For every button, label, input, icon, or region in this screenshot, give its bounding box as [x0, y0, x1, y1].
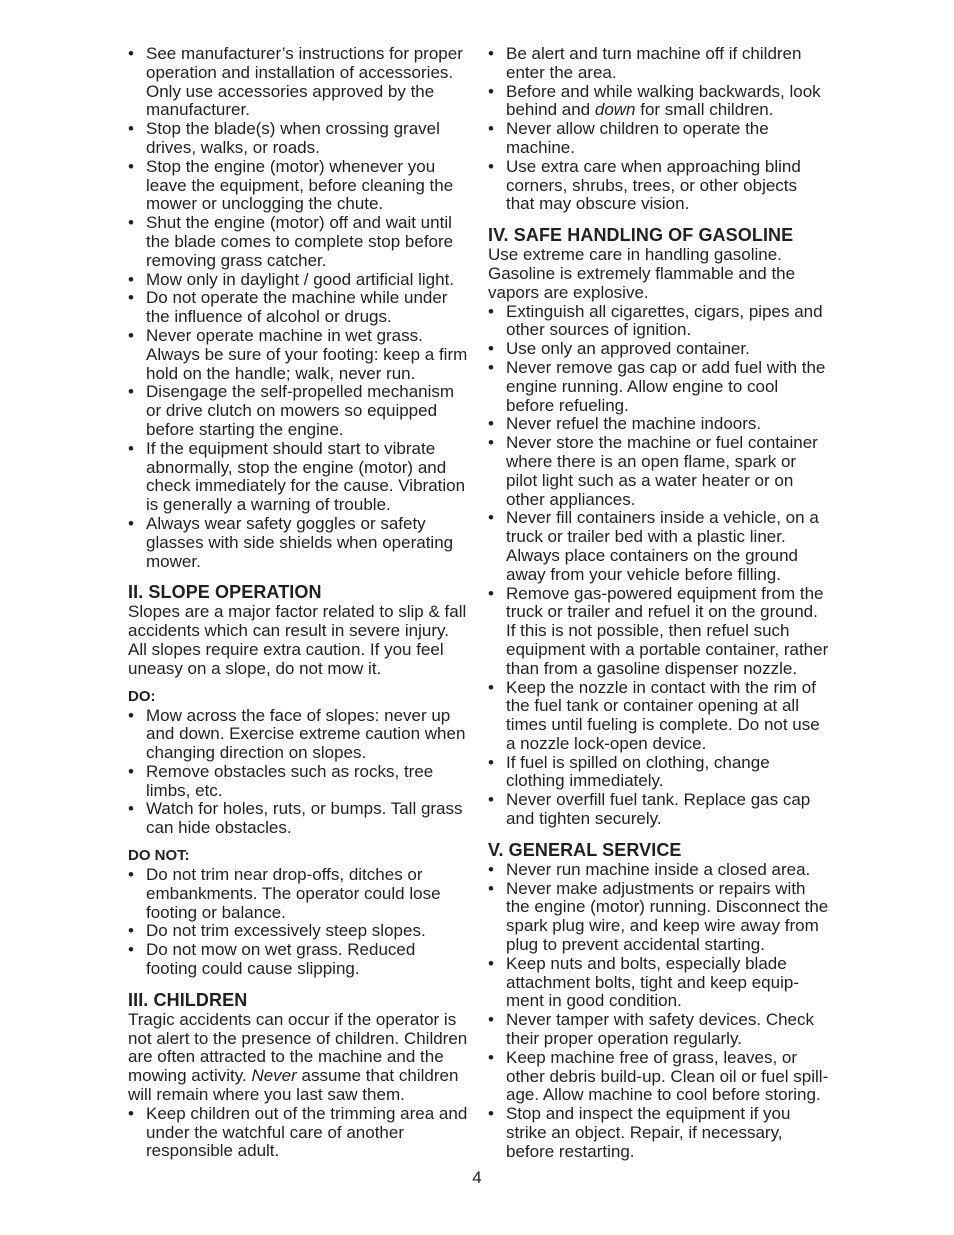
list-item: • If fuel is spilled on clothing, change clothing immediately. — [488, 754, 830, 792]
backwards-part2: for small children. — [635, 100, 774, 120]
list-item: • See manufacturer’s instructions for proper operation and installation of accessories. Only use accessories approved by the manufacturer. — [128, 45, 468, 120]
list-item: • Be alert and turn machine off if children enter the area. — [488, 45, 830, 83]
backwards-part1: Before and while walking backwards, look behind and — [506, 81, 821, 120]
list-item: • Do not trim excessively steep slopes. — [128, 922, 468, 941]
list-item: • Mow only in daylight / good artificial light. — [128, 271, 468, 290]
intro-bullet-list — [128, 45, 468, 571]
right-column — [488, 45, 830, 1162]
list-item: • If the equipment should start to vibrate abnormally, stop the engine (motor) and check immediately for the cause. Vibration is generally a warning of trouble. — [128, 440, 468, 515]
children-list — [128, 1105, 468, 1161]
children-paragraph-italic: Never — [251, 1066, 297, 1086]
list-item: • Keep the nozzle in contact with the rim of the fuel tank or container opening at all times until fueling is complete. Do not use a nozzle lock-open device. — [488, 679, 830, 754]
page-number: 4 — [472, 1168, 482, 1187]
list-item: • Stop the blade(s) when crossing gravel drives, walks, or roads. — [128, 120, 468, 158]
list-item: • Never allow children to operate the machine. — [488, 120, 830, 158]
list-item: • Never tamper with safety devices. Check their proper operation regularly. — [488, 1011, 830, 1049]
list-item: • Keep children out of the trimming area and under the watchful care of another responsible adult. — [128, 1105, 468, 1161]
list-item: • Shut the engine (motor) off and wait until the blade comes to complete stop before removing grass catcher. — [128, 214, 468, 270]
gasoline-list — [488, 303, 830, 829]
left-column — [128, 45, 468, 1161]
slope-paragraph: Slopes are a major factor related to slip & fall accidents which can result in severe injury. All slopes require extra caution. If you feel uneasy on a slope, do not mow it. — [128, 602, 467, 678]
do-not-heading: DO NOT: — [128, 847, 190, 865]
list-item: • Do not operate the machine while under the influence of alcohol or drugs. — [128, 289, 468, 327]
do-heading: DO: — [128, 687, 156, 705]
list-item: • Extinguish all cigarettes, cigars, pipes and other sources of ignition. — [488, 303, 830, 341]
list-item: • Do not mow on wet grass. Reduced footing could cause slipping. — [128, 941, 468, 979]
children-heading: III. CHILDREN — [128, 989, 248, 1010]
list-item: • Mow across the face of slopes: never up and down. Exercise extreme caution when changing direction on slopes. — [128, 707, 468, 763]
list-item: • Never operate machine in wet grass. Always be sure of your footing: keep a firm hold on the handle; walk, never run. — [128, 327, 468, 383]
list-item — [488, 83, 830, 121]
children-paragraph — [128, 1011, 468, 1105]
list-item: • Watch for holes, ruts, or bumps. Tall grass can hide obstacles. — [128, 800, 468, 838]
children-paragraph-part2: assume that children will remain where you last saw them. — [128, 1066, 459, 1105]
slope-operation-heading: II. SLOPE OPERATION — [128, 582, 322, 603]
list-item: • Never make adjustments or repairs with the engine (motor) running. Disconnect the spark plug wire, and keep wire away from plug to prevent accidental starting. — [488, 880, 830, 955]
do-not-list — [128, 866, 468, 979]
do-list — [128, 707, 468, 839]
list-item: • Keep nuts and bolts, especially blade attachment bolts, tight and keep equipment in good condition. — [488, 955, 830, 1011]
list-item: • Never refuel the machine indoors. — [488, 415, 830, 434]
list-item: • Use extra care when approaching blind corners, shrubs, trees, or other objects that may obscure vision. — [488, 158, 830, 214]
children-paragraph-part1: Tragic accidents can occur if the operator is not alert to the presence of children. Children are often attracted to the machine and the mowing activity. — [128, 1009, 468, 1086]
list-item: • Stop and inspect the equipment if you strike an object. Repair, if necessary, before restarting. — [488, 1105, 830, 1161]
list-item: • Never remove gas cap or add fuel with the engine running. Allow engine to cool before refueling. — [488, 359, 830, 415]
list-item: • Remove gas-powered equipment from the truck or trailer and refuel it on the ground. If this is not possible, then refuel such equipment with a portable container, rather than from a gasoline dispenser nozzle. — [488, 585, 830, 679]
list-item: • Never fill containers inside a vehicle, on a truck or trailer bed with a plastic liner. Always place containers on the ground away from your vehicle before filling. — [488, 509, 830, 584]
children-continued-list — [488, 45, 830, 214]
list-item: • Do not trim near drop-offs, ditches or embankments. The operator could lose footing or balance. — [128, 866, 468, 922]
list-item: • Never overfill fuel tank. Replace gas cap and tighten securely. — [488, 791, 830, 829]
general-service-heading: V. GENERAL SERVICE — [488, 839, 682, 860]
service-list — [488, 861, 830, 1162]
list-item: • Never run machine inside a closed area. — [488, 861, 830, 880]
list-item: • Stop the engine (motor) whenever you leave the equipment, before cleaning the mower or unclogging the chute. — [128, 158, 468, 214]
backwards-italic: down — [594, 100, 636, 120]
list-item: • Never store the machine or fuel container where there is an open flame, spark or pilot light such as a water heater or on other appliances. — [488, 434, 830, 509]
list-item: • Use only an approved container. — [488, 340, 830, 359]
list-item: • Keep machine free of grass, leaves, or other debris build-up. Clean oil or fuel spillage. Allow machine to cool before storing. — [488, 1049, 830, 1105]
list-item: • Disengage the self-propelled mechanism or drive clutch on mowers so equipped before starting the engine. — [128, 383, 468, 439]
list-item: • Remove obstacles such as rocks, tree limbs, etc. — [128, 763, 468, 801]
list-item: • Always wear safety goggles or safety glasses with side shields when operating mower. — [128, 515, 468, 571]
gasoline-heading: IV. SAFE HANDLING OF GASOLINE — [488, 225, 794, 246]
gasoline-paragraph: Use extreme care in handling gasoline. Gasoline is extremely flammable and the vapors are explosive. — [488, 245, 796, 302]
